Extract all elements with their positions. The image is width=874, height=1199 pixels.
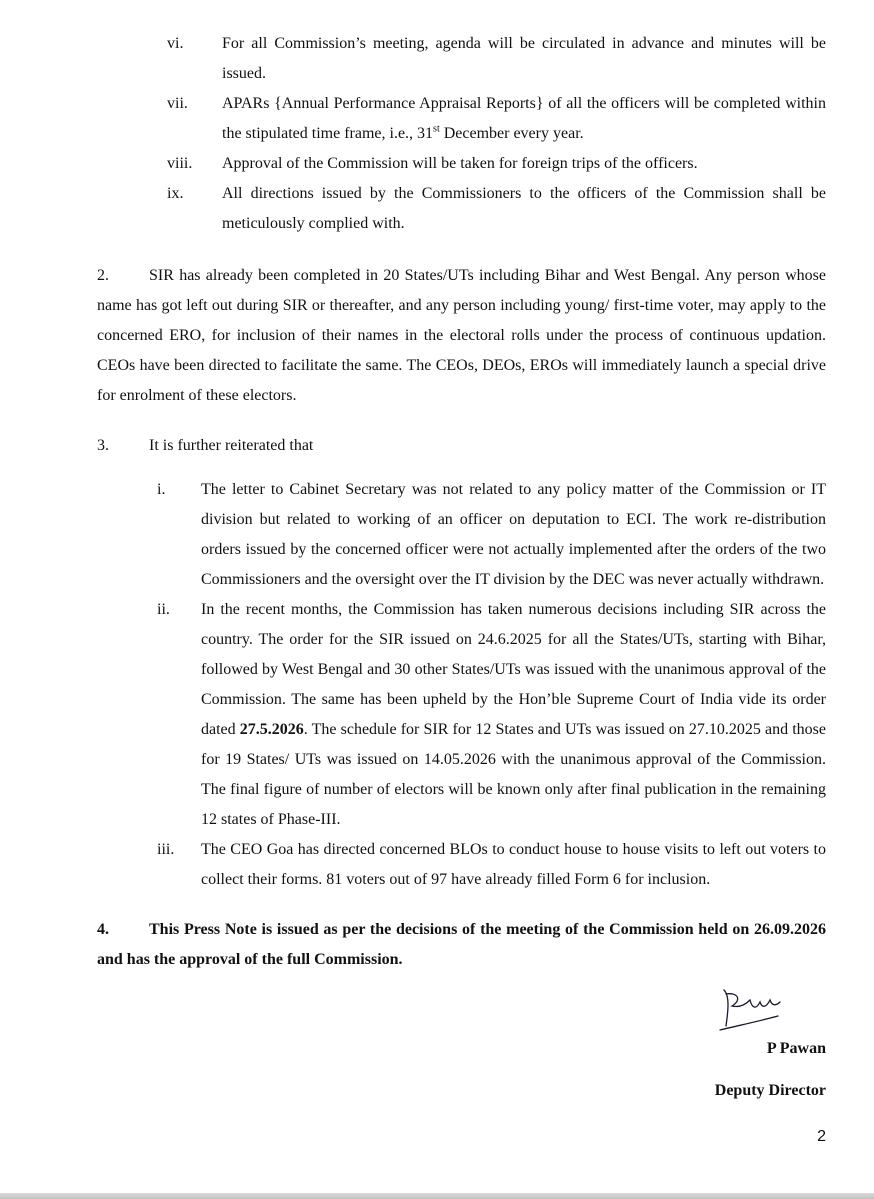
item-text: The CEO Goa has directed concerned BLOs to conduct house to house visits to left out voters to collect their forms. 81 voters out of 97 have already filled Form 6 for inclusion.	[201, 841, 826, 888]
item-number: ix.	[167, 185, 184, 202]
directions-list	[167, 29, 826, 239]
item-text: The letter to Cabinet Secretary was not related to any policy matter of the Commission or IT division but related to working of an officer on deputation to ECI. The work re-distribution orders issued by the concerned officer were not actually implemented after the orders of the two Commissioners and the oversight over the IT division by the DEC was never actually withdrawn.	[201, 481, 826, 588]
paragraph-text: This Press Note is issued as per the decisions of the meeting of the Commission held on 26.09.2026 and has the approval of the full Commission.	[97, 921, 826, 968]
paragraph-3	[97, 431, 826, 461]
item-text: For all Commission’s meeting, agenda will be circulated in advance and minutes will be issued.	[222, 35, 826, 82]
item-number: iii.	[157, 841, 175, 858]
paragraph-number: 4.	[97, 921, 109, 938]
paragraph-text: It is further reiterated that	[149, 437, 314, 454]
signatory-title: Deputy Director	[714, 1082, 826, 1099]
item-number: vii.	[167, 95, 188, 112]
paragraph-number: 2.	[97, 267, 109, 284]
paragraph-text: SIR has already been completed in 20 States/UTs including Bihar and West Bengal. Any person whose name has got left out during SIR or thereafter, and any person including young/ first-time voter, may apply to the concerned ERO, for inclusion of their names in the electoral rolls under the process of continuous updation. CEOs have been directed to facilitate the same. The CEOs, DEOs, EROs will immediately launch a special drive for enrolment of these electors.	[97, 267, 826, 404]
page-number: 2	[817, 1128, 826, 1145]
list-item	[157, 595, 826, 835]
highlighted-date: 27.5.2026	[239, 721, 304, 738]
item-number: vi.	[167, 35, 184, 52]
item-text: Approval of the Commission will be taken for foreign trips of the officers.	[222, 155, 698, 172]
paragraph-2	[97, 261, 826, 411]
item-text: In the recent months, the Commission has taken numerous decisions including SIR across the country. The order for the SIR issued on 24.6.2025 for all the States/UTs, starting with Bihar, followed by West Bengal and 30 other States/UTs was issued with the unanimous approval of the Commission. The same has been upheld by the Hon’ble Supreme Court of India vide its order dated 27.5.2026. The schedule for SIR for 12 States and UTs was issued on 27.10.2025 and those for 19 States/ UTs was issued on 14.05.2026 with the unanimous approval of the Commission. The final figure of number of electors will be known only after final publication in the remaining 12 states of Phase-III.	[201, 601, 826, 828]
list-item	[167, 149, 826, 179]
reiteration-list	[157, 475, 826, 895]
item-number: viii.	[167, 155, 193, 172]
signatory-name: P Pawan	[766, 1040, 826, 1057]
list-item	[167, 89, 826, 149]
paragraph-4	[97, 915, 826, 975]
ordinal-suffix: st	[433, 123, 440, 135]
handwritten-signature	[716, 986, 786, 1036]
item-number: ii.	[157, 601, 170, 618]
signature-block	[715, 986, 826, 1104]
item-text: All directions issued by the Commissioners to the officers of the Commission shall be meticulously complied with.	[222, 185, 826, 232]
list-item	[157, 475, 826, 595]
item-number: i.	[157, 481, 166, 498]
list-item	[157, 835, 826, 895]
item-text: APARs {Annual Performance Appraisal Reports} of all the officers will be completed within the stipulated time frame, i.e., 31st December every year.	[222, 95, 826, 142]
list-item	[167, 29, 826, 89]
list-item	[167, 179, 826, 239]
paragraph-number: 3.	[97, 437, 109, 454]
